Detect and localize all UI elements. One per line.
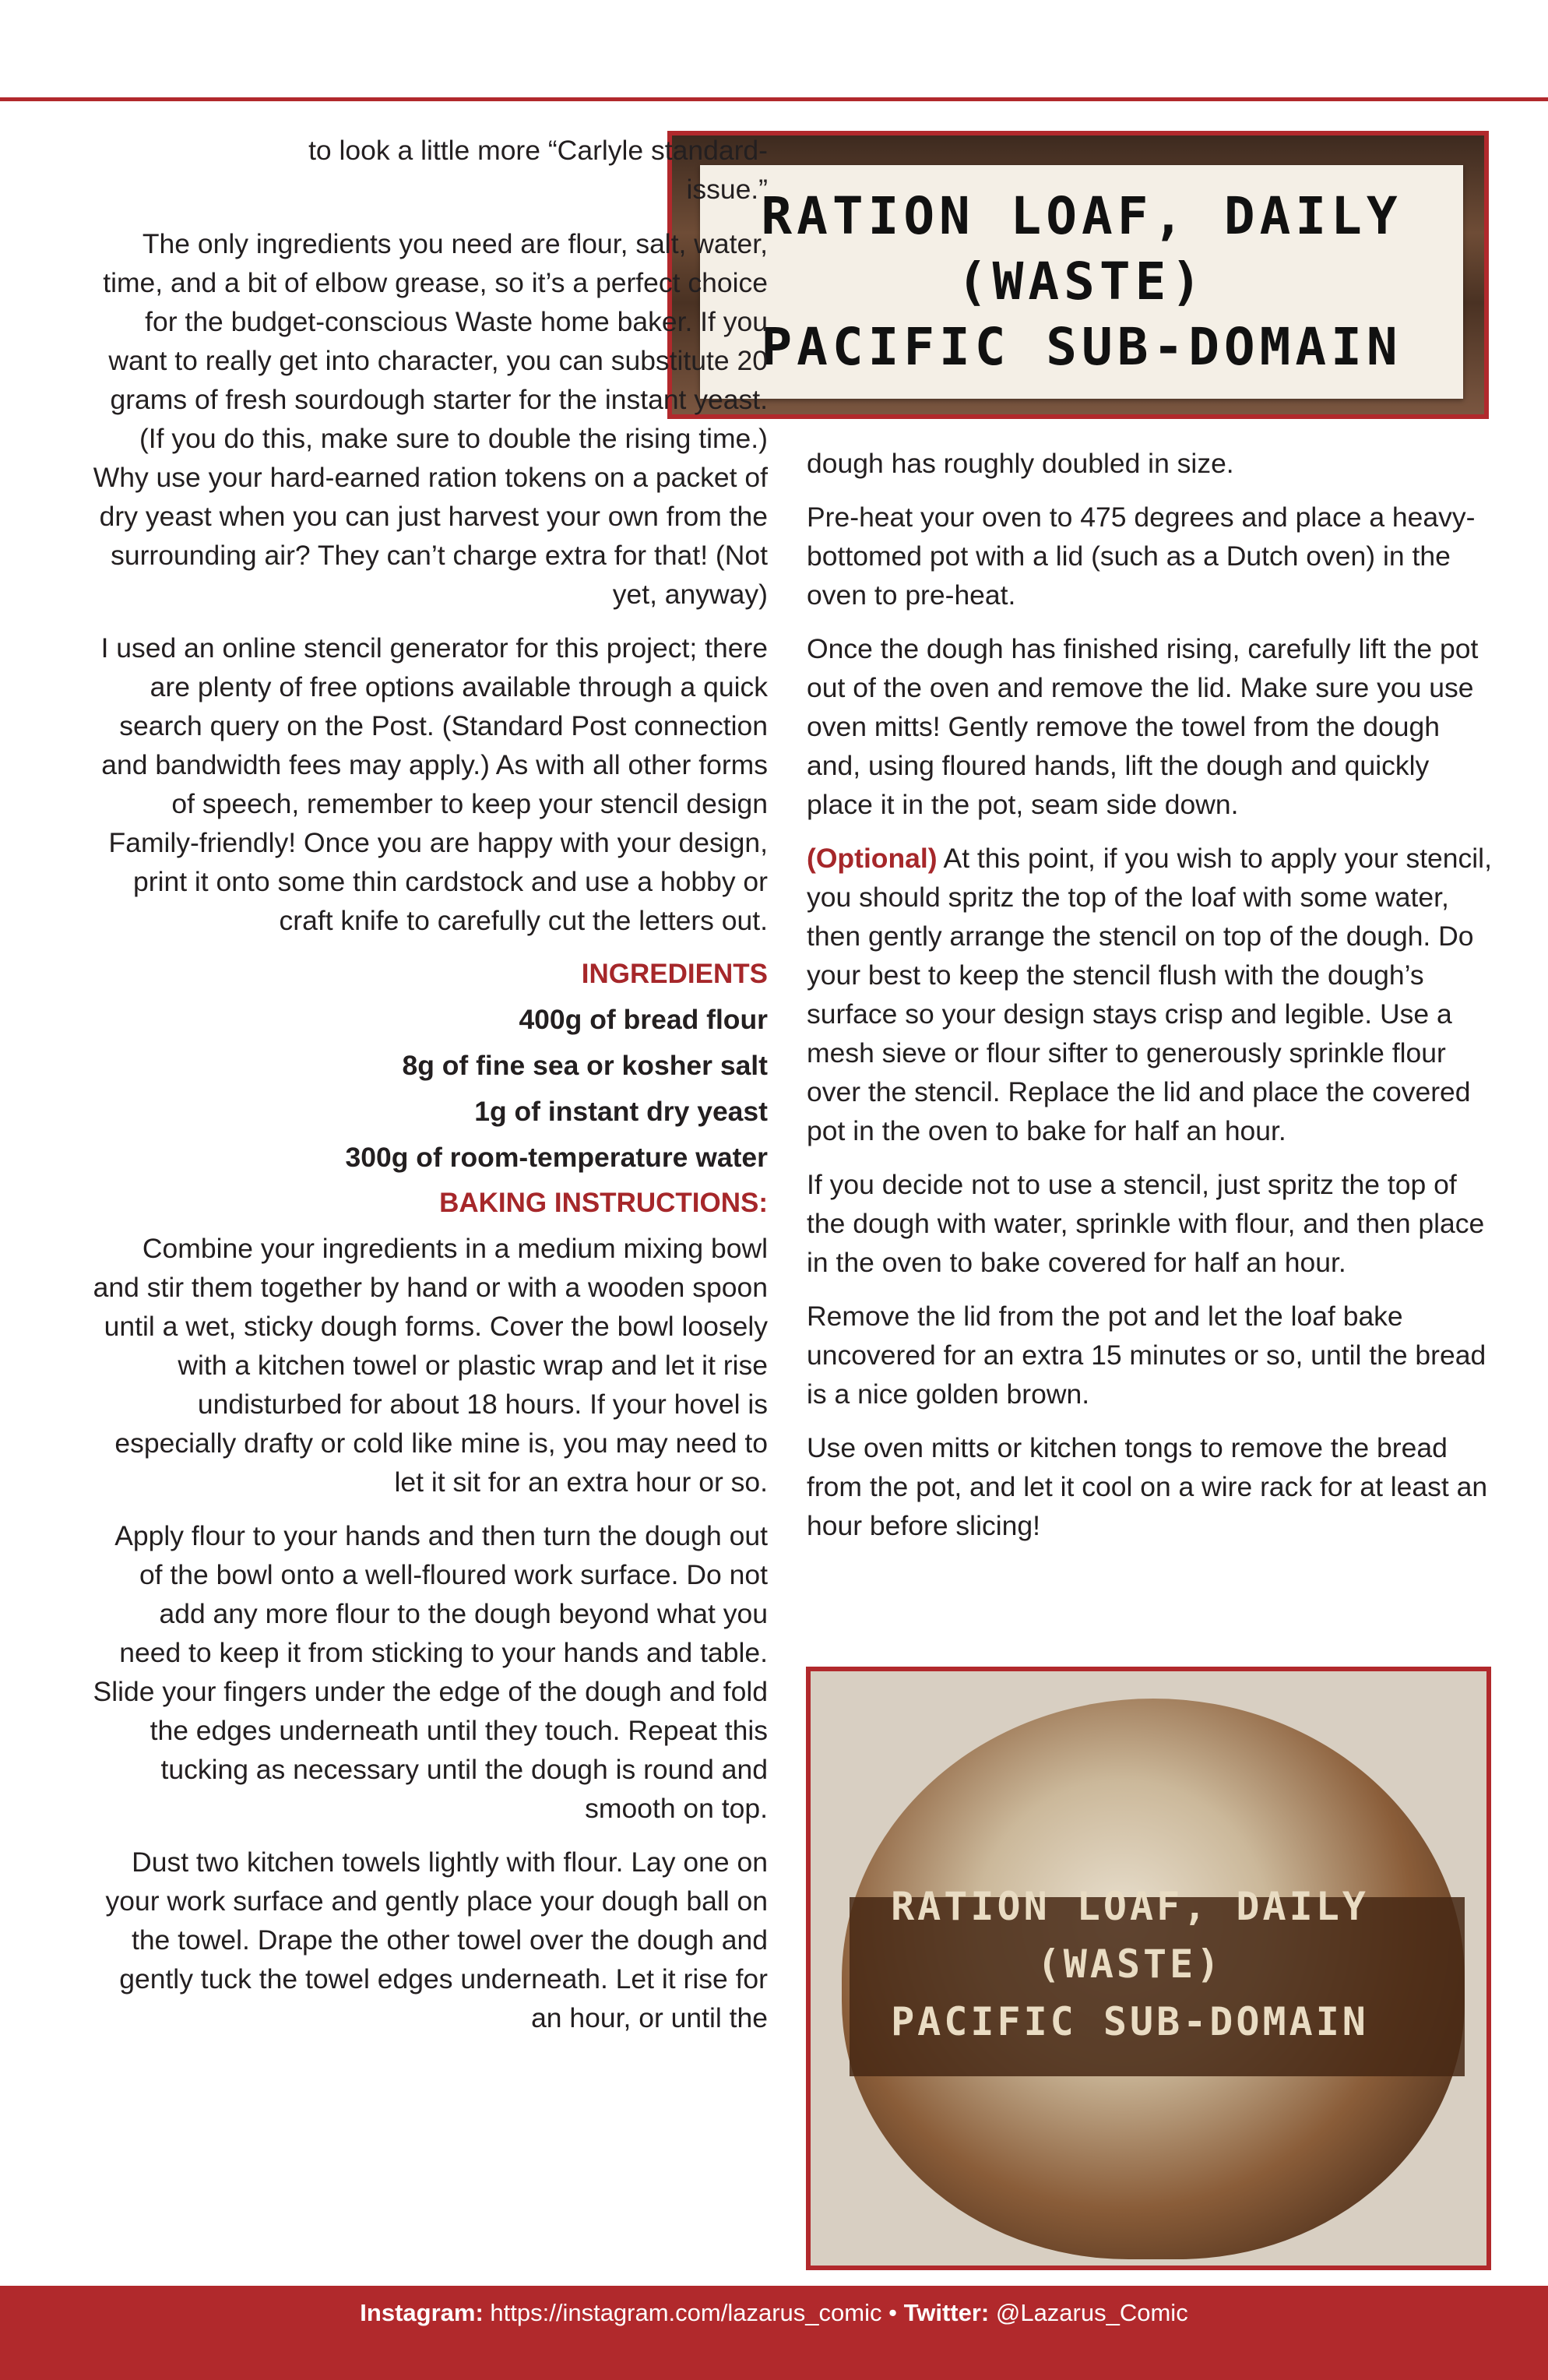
instagram-label: Instagram: [360,2299,484,2326]
loaf-photo [806,1667,1491,2270]
ingredient-item: 1g of instant dry yeast [474,1096,768,1127]
instruction-step-1: Combine your ingredients in a medium mixing bowl and stir them together by hand or with a wooden spoon until a wet, sticky dough forms. Cover the bowl loosely with a kitchen towel or plastic wrap and let it rise undisturbed for about 18 hours. If your hovel is especially drafty or cold like mine is, you may need to let it sit for an extra hour or so. [93,1233,768,1498]
twitter-link[interactable]: @Lazarus_Comic [995,2299,1188,2326]
instruction-cool: Use oven mitts or kitchen tongs to remove the bread from the pot, and let it cool on a wire rack for at least an hour before slicing! [807,1432,1488,1541]
top-rule [0,97,1548,101]
optional-text: At this point, if you wish to apply your stencil, you should spritz the top of the loaf with some water, then gently arrange the stencil on top of the dough. Do your best to keep the stencil flush with the dough’s surface so your design stays crisp and legible. Use a mesh sieve or flour sifter to generously sprinkle flour over the stencil. Replace the lid and place the covered pot in the oven to bake for half an hour. [807,843,1492,1146]
stencil-card [700,165,1463,399]
twitter-label: Twitter: [903,2299,990,2326]
instruction-preheat: Pre-heat your oven to 475 degrees and place a heavy-bottomed pot with a lid (such as a Dutch oven) in the oven to pre-heat. [807,502,1476,611]
instagram-link[interactable]: https://instagram.com/lazarus_comic [490,2299,882,2326]
instruction-step-2: Apply flour to your hands and then turn the dough out of the bowl onto a well-floured work surface. Do not add any more flour to the dough beyond what you need to keep it from sticking to your hands and table. Slide your fingers under the edge of the dough and fold the edges underneath until they touch. Repeat this tucking as necessary until the dough is round and smooth on top. [93,1520,768,1824]
loaf-stencil-text [850,1878,1410,2051]
stencil-line-1: RATION LOAF, DAILY [761,186,1402,246]
instruction-place-dough: Once the dough has finished rising, carefully lift the pot out of the oven and remove the lid. Make sure you use oven mitts! Gently remove the towel from the dough and, using floured hands, lift the dough and quickly place it in the pot, seam side down. [807,633,1479,820]
optional-label: (Optional) [807,843,938,874]
ingredient-item: 8g of fine sea or kosher salt [402,1050,768,1081]
ingredients-heading: INGREDIENTS [581,959,768,989]
footer-separator: • [888,2299,897,2326]
loaf-text-line-2: (WASTE) [1036,1942,1223,1987]
instructions-heading: BAKING INSTRUCTIONS: [439,1188,768,1218]
intro-continuation: to look a little more “Carlyle standard-issue.” [308,135,768,205]
ingredient-item: 400g of bread flour [519,1004,768,1035]
loaf-text-line-3: PACIFIC SUB-DOMAIN [891,1999,1369,2044]
footer-links [0,2299,1548,2327]
instruction-step-3-cont: dough has roughly doubled in size. [807,448,1234,479]
stencil-line-2: (WASTE) [956,252,1207,312]
instruction-no-stencil: If you decide not to use a stencil, just spritz the top of the dough with water, sprinkle with flour, and then place in the oven to bake covered for half an hour. [807,1169,1485,1278]
instruction-uncover: Remove the lid from the pot and let the loaf bake uncovered for an extra 15 minutes or so, until the bread is a nice golden brown. [807,1301,1486,1410]
instruction-optional-stencil [807,839,1492,1150]
loaf-text-line-1: RATION LOAF, DAILY [891,1884,1369,1929]
right-column [807,444,1492,1560]
paragraph-stencil: I used an online stencil generator for this project; there are plenty of free options available through a quick search query on the Post. (Standard Post connection and bandwidth fees may apply.) As with all other forms of speech, remember to keep your stencil design Family-friendly! Once you are happy with your design, print it onto some thin cardstock and use a hobby or craft knife to carefully cut the letters out. [100,632,768,936]
stencil-line-3: PACIFIC SUB-DOMAIN [761,317,1402,377]
paragraph-ingredients-intro: The only ingredients you need are flour, salt, water, time, and a bit of elbow grease, so it’s a perfect choice for the budget-conscious Waste home baker. If you want to really get into character, you can substitute 20 grams of fresh sourdough starter for the instant yeast. (If you do this, make sure to double the rising time.) Why use your hard-earned ration tokens on a packet of dry yeast when you can just harvest your own from the surrounding air? They can’t charge extra for that! (Not yet, anyway) [93,228,768,610]
ingredient-item: 300g of room-temperature water [345,1142,768,1173]
stencil-sign-photo [667,131,1489,419]
left-column [92,131,768,2052]
instruction-step-3: Dust two kitchen towels lightly with flour. Lay one on your work surface and gently place your dough ball on the towel. Drape the other towel over the dough and gently tuck the towel edges underneath. Let it rise for an hour, or until the [105,1847,768,2033]
